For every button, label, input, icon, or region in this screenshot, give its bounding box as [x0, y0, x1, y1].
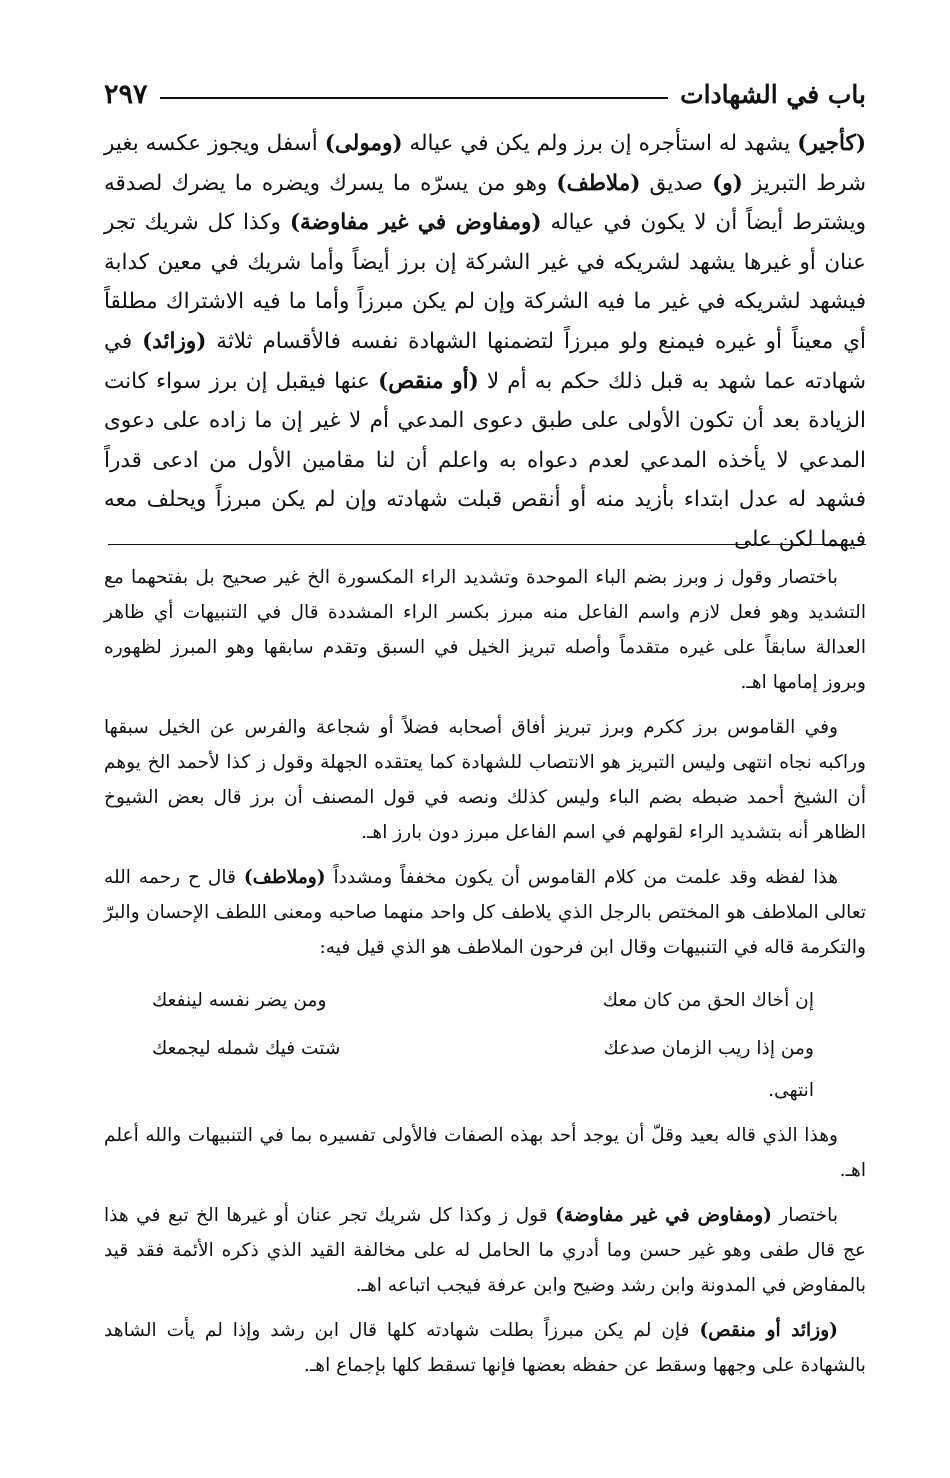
bold-term: (وزائد)	[142, 328, 207, 354]
verse-end-marker: انتهى.	[768, 1080, 814, 1101]
verse-2-second-hemistich: شتت فيك شمله ليجمعك	[152, 1038, 341, 1059]
text-run: فإن لم يكن مبرزاً بطلت شهادته كلها قال ابن رشد وإذا لم يأت الشاهد بالشهادة على وجهها وسقط عن حفظه بعضها فإنها تسقط كلها بإجماع اهـ.	[104, 1320, 866, 1376]
text-run: صديق	[640, 170, 713, 196]
bold-term: (أو منقص)	[378, 368, 479, 394]
note-paragraph-4	[104, 1118, 866, 1188]
header-rule	[160, 97, 669, 99]
text-run: أسفل ويجوز عكسه بغير شرط التبريز	[104, 131, 867, 196]
verse-1-first-hemistich: إن أخاك الحق من كان معك	[602, 990, 814, 1011]
text-run: عنها فيقبل إن برز سواء كانت الزيادة بعد أن تكون الأولى على طبق دعوى المدعي أم لا غير إن ما زاده على دعوى المدعي لا يأخذه المدعي لعدم دعواه به واعلم أن لنا مقامين الأول من ادعى قدراً فشهد له عدل ابتداء بأزيد منه أو أنقص قبلت شهادته وإن لم يكن مبرزاً ويحلف معه فيهما لكن على	[104, 368, 866, 552]
text-run: باختصار وقول ز وبرز بضم الباء الموحدة وتشديد الراء المكسورة الخ غير صحيح بل بفتحهما مع التشديد وهو فعل لازم واسم الفاعل منه مبرز بكسر الراء المشددة قال في التنبيهات أي ظاهر العدالة سابقاً على غيره متقدماً وأصله تبريز الخيل في السبق وتقدم سابقها وهو المبرز لظهوره وبروز إمامها اهـ.	[104, 567, 866, 693]
page-header	[104, 74, 866, 114]
note-paragraph-2	[104, 710, 866, 850]
main-text	[104, 124, 866, 560]
note-paragraph-6	[104, 1313, 866, 1383]
text-run: باختصار	[771, 1205, 839, 1226]
commentary	[104, 560, 866, 1393]
text-run: يشهد له استأجره إن برز ولم يكن في عياله	[402, 131, 798, 156]
bold-term: (ملاطف)	[556, 170, 641, 196]
bold-term: (وملاطف)	[243, 867, 326, 888]
text-run: وكذا كل شريك تجر عنان أو غيرها يشهد لشريكه في غير الشركة إن برز أيضاً وأما شريك في معين كدابة فيشهد لشريكه في غير ما فيه الشركة وإن لم يكن مبرزاً وأما ما فيه الاشتراك مطلقاً أي معيناً أو غيره فيمنع ولو مبرزاً لتضمنها الشهادة نفسه فالأقسام ثلاثة	[104, 210, 866, 354]
chapter-title: باب في الشهادات	[680, 79, 866, 109]
page-number: ٢٩٧	[104, 78, 148, 110]
verse-1-second-hemistich: ومن يضر نفسه لينفعك	[152, 990, 327, 1011]
poem-verse-2	[104, 1023, 866, 1071]
note-paragraph-5	[104, 1198, 866, 1303]
note-paragraph-1	[104, 560, 866, 700]
text-run: قال ح رحمه الله تعالى الملاطف هو المختص بالرجل الذي يلاطف كل واحد منهما صاحبه ومعنى اللطف الإحسان والبرّ والتكرمة قاله في التنبيهات وقال ابن فرحون الملاطف هو الذي قيل فيه:	[104, 867, 866, 958]
footnote-divider	[108, 544, 866, 545]
poem-verse-1	[104, 975, 866, 1023]
note-paragraph-3	[104, 860, 866, 965]
text-run: في شهادته عما شهد به قبل ذلك حكم به أم لا	[104, 328, 866, 394]
text-run: وهذا الذي قاله بعيد وقلّ أن يوجد أحد بهذه الصفات فالأولى تفسيره بما في التنبيهات والله أعلم اهـ.	[104, 1125, 866, 1181]
text-run: قول ز وكذا كل شريك تجر عنان أو غيرها الخ تبع في هذا عج قال طفى وهو غير حسن وما أدري ما الحامل له على مخالفة القيد الذي ذكره الأئمة فقد قيد بالمفاوض في المدونة وابن رشد وضيح وابن عرفة فيجب اتباعه اهـ.	[104, 1205, 866, 1296]
text-run: وفي القاموس برز ككرم وبرز تبريز أفاق أصحابه فضلاً أو شجاعة والفرس عن الخيل سبقها وراكبه نجاه انتهى وليس التبريز هو الانتصاب للشهادة كما يعتقده الجهلة وقول ز كذا لأحمد الخ يوهم أن الشيخ أحمد ضبطه بضم الباء وليس كذلك ونصه في قول المصنف أن برز قال بعض الشيوخ الظاهر أنه بتشديد الراء لقولهم في اسم الفاعل مبرز دون بارز اهـ.	[104, 717, 866, 843]
bold-term: (كأجير)	[797, 131, 866, 156]
main-paragraph	[104, 124, 866, 560]
bold-term: (ومولى)	[324, 131, 403, 156]
bold-term: (ومفاوض في غير مفاوضة)	[555, 1205, 772, 1226]
verse-2-first-hemistich: ومن إذا ريب الزمان صدعك	[603, 1038, 814, 1059]
bold-term: (ومفاوض في غير مفاوضة)	[289, 210, 542, 236]
bold-term: (و)	[712, 170, 743, 196]
bold-term: (وزائد أو منقص)	[699, 1320, 838, 1341]
text-run: وهو من يسرّه ما يسرك ويضره ما يضرك لصدقه ويشترط أيضاً أن لا يكون في عياله	[104, 170, 866, 236]
text-run: هذا لفظه وقد علمت من كلام القاموس أن يكون مخففاً ومشدداً	[325, 867, 839, 888]
